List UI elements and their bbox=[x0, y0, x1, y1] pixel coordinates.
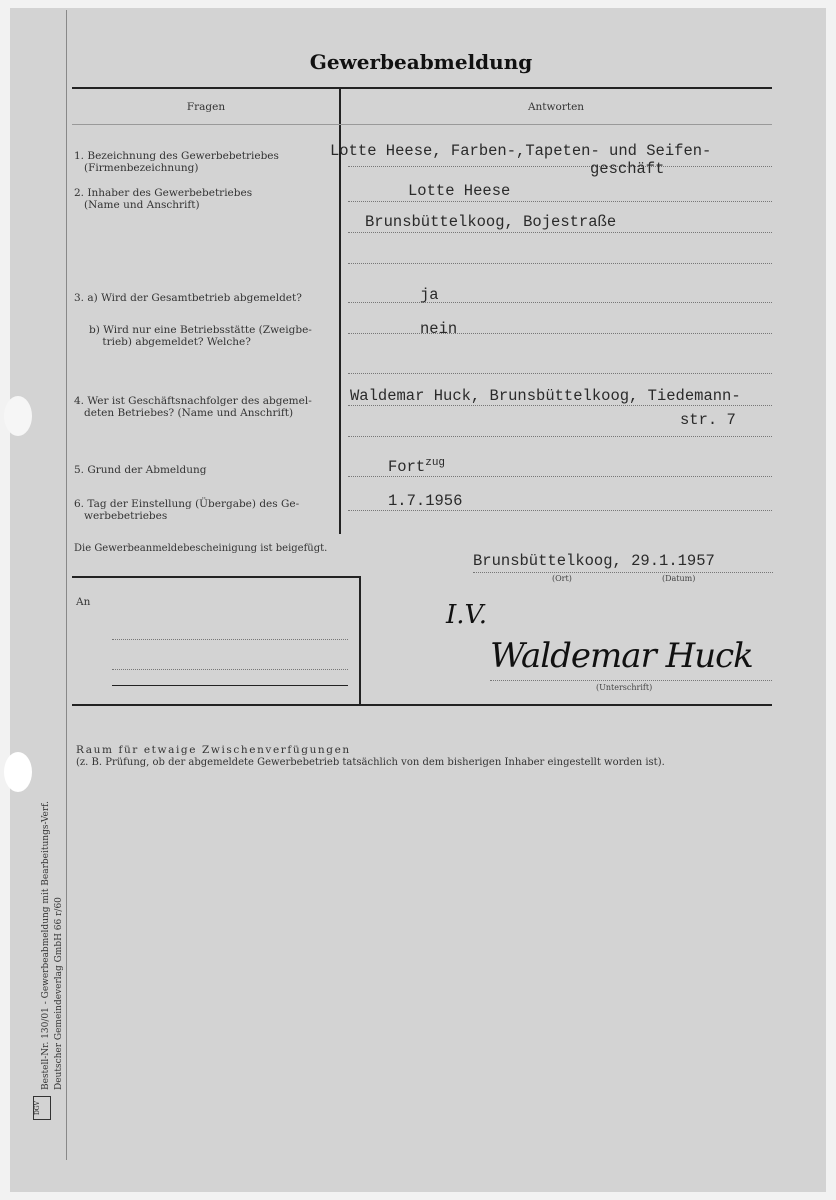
question-4: 4. Wer ist Geschäftsnachfolger des abgemel- deten Betriebes? (Name und Anschrift) bbox=[74, 395, 312, 419]
place-date: Brunsbüttelkoog, 29.1.1957 bbox=[473, 552, 715, 570]
header-sub-rule bbox=[72, 124, 772, 125]
signature-prefix: I.V. bbox=[446, 600, 488, 630]
answer-owner-address: Brunsbüttelkoog, Bojestraße bbox=[365, 213, 617, 231]
place-label: (Ort) bbox=[552, 574, 572, 583]
dotted-answer-line bbox=[348, 302, 772, 303]
margin-imprint: Bestell-Nr. 130/01 - Gewerbeabmeldung mit Bearbeitungs-Verf. Deutscher Gemeindeverlag GmbH 66 r/60 bbox=[41, 800, 64, 1090]
answer-reason: Fort$^{zug}$ bbox=[388, 457, 446, 477]
dotted-answer-line bbox=[348, 436, 772, 437]
publisher-logo: DGV bbox=[33, 1096, 51, 1120]
answer-firm-name-cont: geschäft bbox=[590, 160, 665, 178]
answer-owner-name: Lotte Heese bbox=[408, 182, 511, 200]
question-5: 5. Grund der Abmeldung bbox=[74, 464, 207, 476]
answer-branch: nein bbox=[420, 320, 458, 338]
answer-successor: Waldemar Huck, Brunsbüttelkoog, Tiedemann- bbox=[350, 387, 741, 405]
question-3b: b) Wird nur eine Betriebsstätte (Zweigbe- trieb) abgemeldet? Welche? bbox=[89, 324, 312, 348]
address-label: An bbox=[76, 596, 91, 608]
attachment-note: Die Gewerbeanmeldebescheinigung ist beigefügt. bbox=[74, 543, 328, 554]
dotted-answer-line bbox=[348, 263, 772, 264]
column-header-questions: Fragen bbox=[186, 101, 226, 113]
section-rule bbox=[72, 704, 772, 706]
dotted-answer-line bbox=[348, 373, 772, 374]
punch-hole bbox=[4, 396, 32, 436]
address-line[interactable] bbox=[112, 639, 348, 640]
date-label: (Datum) bbox=[662, 574, 696, 583]
question-1: 1. Bezeichnung des Gewerbebetriebes (Firmenbezeichnung) bbox=[74, 150, 279, 174]
answer-firm-name: Lotte Heese, Farben-,Tapeten- und Seifen- bbox=[330, 142, 712, 160]
dotted-answer-line bbox=[348, 333, 772, 334]
answer-total: ja bbox=[420, 286, 439, 304]
answer-successor-cont: str. 7 bbox=[680, 411, 736, 429]
dotted-answer-line bbox=[490, 680, 772, 681]
question-6: 6. Tag der Einstellung (Übergabe) des Ge- werbebetriebes bbox=[74, 498, 300, 522]
address-line[interactable] bbox=[112, 669, 348, 670]
signature: Waldemar Huck bbox=[490, 636, 753, 676]
address-line-bottom bbox=[112, 685, 348, 686]
notes-subtitle: (z. B. Prüfung, ob der abgemeldete Gewerbebetrieb tatsächlich von dem bisherigen Inhaber eingestellt worden ist). bbox=[76, 757, 665, 768]
address-box-side bbox=[359, 576, 361, 704]
question-2: 2. Inhaber des Gewerbebetriebes (Name und Anschrift) bbox=[74, 187, 253, 211]
column-header-answers: Antworten bbox=[527, 101, 585, 113]
punch-hole bbox=[4, 752, 32, 792]
dotted-answer-line bbox=[348, 201, 772, 202]
notes-title: Raum für etwaige Zwischenverfügungen bbox=[76, 744, 351, 756]
dotted-answer-line bbox=[348, 166, 772, 167]
answer-date: 1.7.1956 bbox=[388, 492, 463, 510]
question-3a: 3. a) Wird der Gesamtbetrieb abgemeldet? bbox=[74, 292, 302, 304]
document-title: Gewerbeabmeldung bbox=[309, 50, 533, 74]
dotted-answer-line bbox=[473, 572, 773, 573]
signature-label: (Unterschrift) bbox=[596, 683, 653, 692]
header-rule bbox=[72, 87, 772, 89]
margin-line bbox=[66, 10, 67, 1160]
dotted-answer-line bbox=[348, 405, 772, 406]
address-box-top bbox=[72, 576, 360, 578]
dotted-answer-line bbox=[348, 510, 772, 511]
dotted-answer-line bbox=[348, 232, 772, 233]
